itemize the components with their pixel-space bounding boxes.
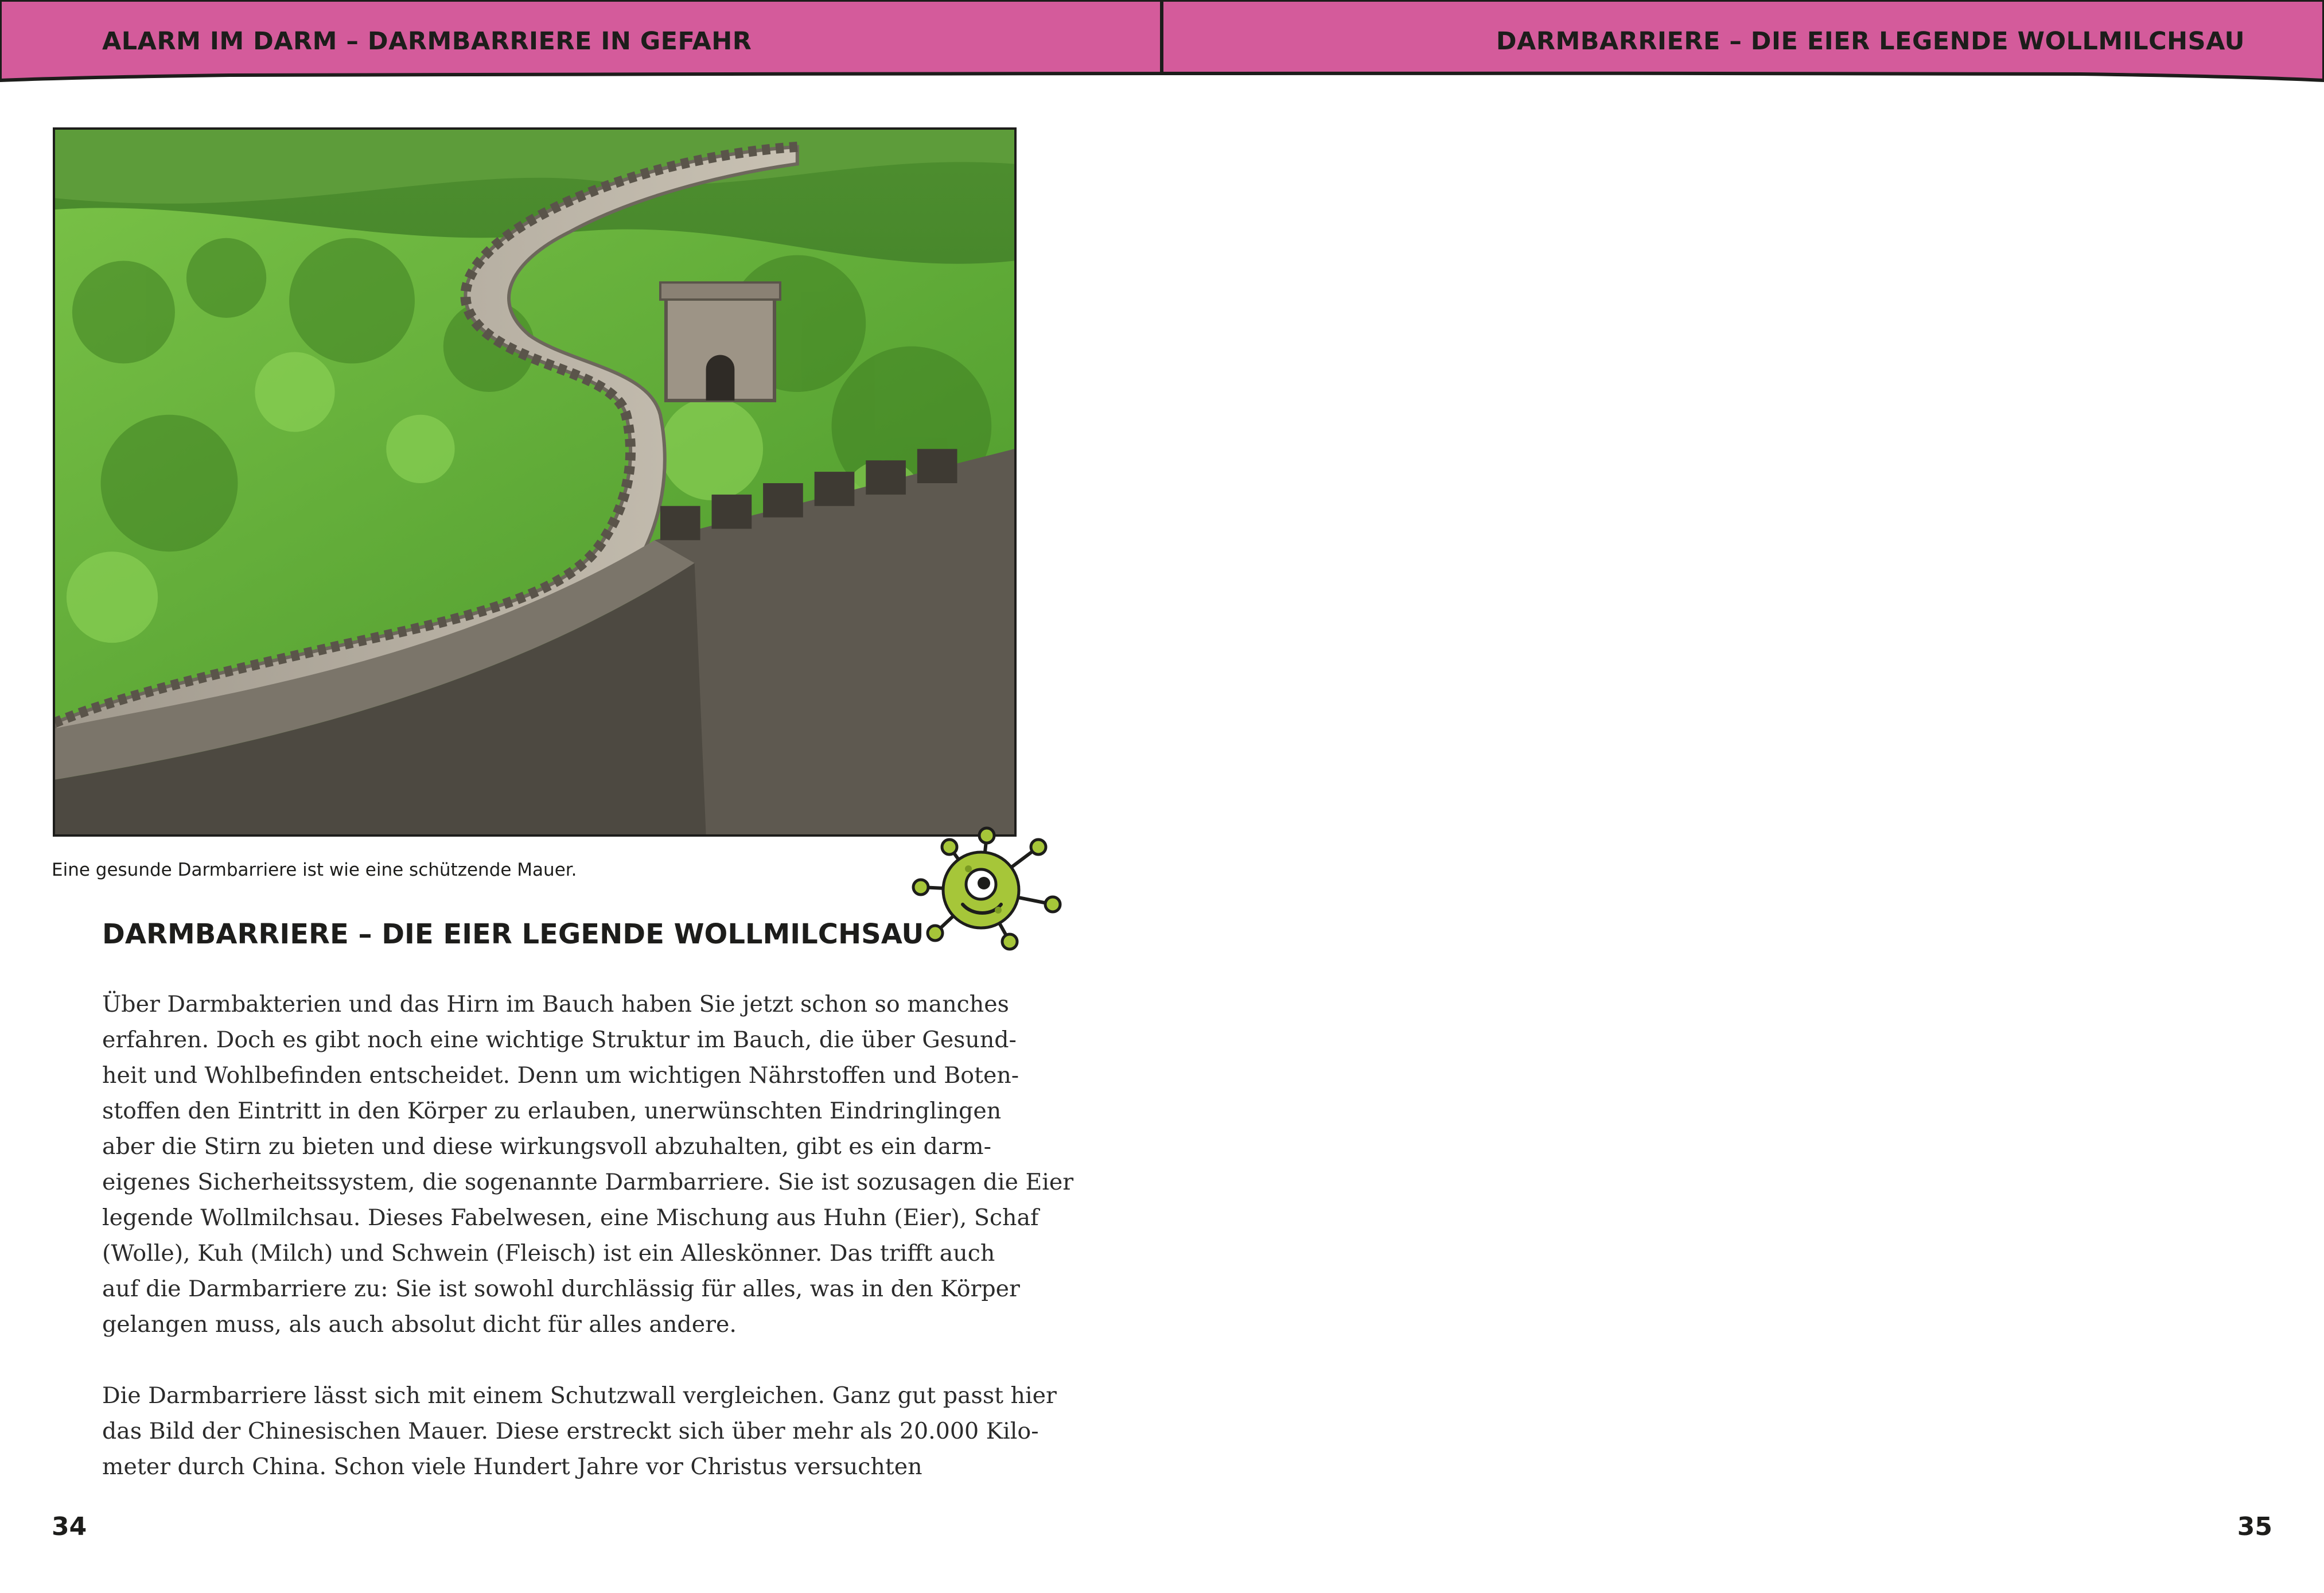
- right-page: [1162, 0, 2324, 1593]
- great-wall-photo: [53, 127, 1017, 837]
- text-line: gelangen muss, als auch absolut dicht für alles andere.: [102, 1311, 737, 1338]
- text-line: legende Wollmilchsau. Dieses Fabelwesen, eine Mischung aus Huhn (Eier), Schaf: [102, 1205, 1039, 1231]
- text-line: erfahren. Doch es gibt noch eine wichtige Struktur im Bauch, die über Gesund-: [102, 1027, 1017, 1053]
- great-wall-illustration: [55, 130, 1014, 834]
- section-title: DARMBARRIERE – DIE EIER LEGENDE WOLLMILCHSAU: [102, 918, 924, 950]
- text-line: das Bild der Chinesischen Mauer. Diese erstreckt sich über mehr als 20.000 Kilo-: [102, 1418, 1039, 1444]
- page-number-right: 35: [2237, 1512, 2272, 1541]
- text-line: heit und Wohlbefinden entscheidet. Denn um wichtigen Nährstoffen und Boten-: [102, 1062, 1019, 1089]
- left-body-text: [102, 986, 1074, 1485]
- text-line: Über Darmbakterien und das Hirn im Bauch haben Sie jetzt schon so manches: [102, 991, 1009, 1017]
- paragraph-gap: [102, 1342, 1031, 1378]
- running-header-right: DARMBARRIERE – DIE EIER LEGENDE WOLLMILCHSAU: [1496, 27, 2245, 56]
- text-line: auf die Darmbarriere zu: Sie ist sowohl durchlässig für alles, was in den Körper: [102, 1276, 1020, 1302]
- text-line: eigenes Sicherheitssystem, die sogenannte Darmbarriere. Sie ist sozusagen die Eier: [102, 1169, 1074, 1195]
- text-line: stoffen den Eintritt in den Körper zu erlauben, unerwünschten Eindringlingen: [102, 1098, 1002, 1124]
- text-line: meter durch China. Schon viele Hundert Jahre vor Christus versuchten: [102, 1454, 922, 1480]
- text-line: aber die Stirn zu bieten und diese wirkungsvoll abzuhalten, gibt es ein darm-: [102, 1133, 991, 1160]
- text-line: Die Darmbarriere lässt sich mit einem Schutzwall vergleichen. Ganz gut passt hier: [102, 1382, 1057, 1409]
- running-header-left: ALARM IM DARM – DARMBARRIERE IN GEFAHR: [102, 27, 752, 56]
- page-number-left: 34: [52, 1512, 87, 1541]
- figure-caption: Eine gesunde Darmbarriere ist wie eine schützende Mauer.: [52, 860, 577, 880]
- text-line: (Wolle), Kuh (Milch) und Schwein (Fleisch) ist ein Alleskönner. Das trifft auch: [102, 1240, 995, 1266]
